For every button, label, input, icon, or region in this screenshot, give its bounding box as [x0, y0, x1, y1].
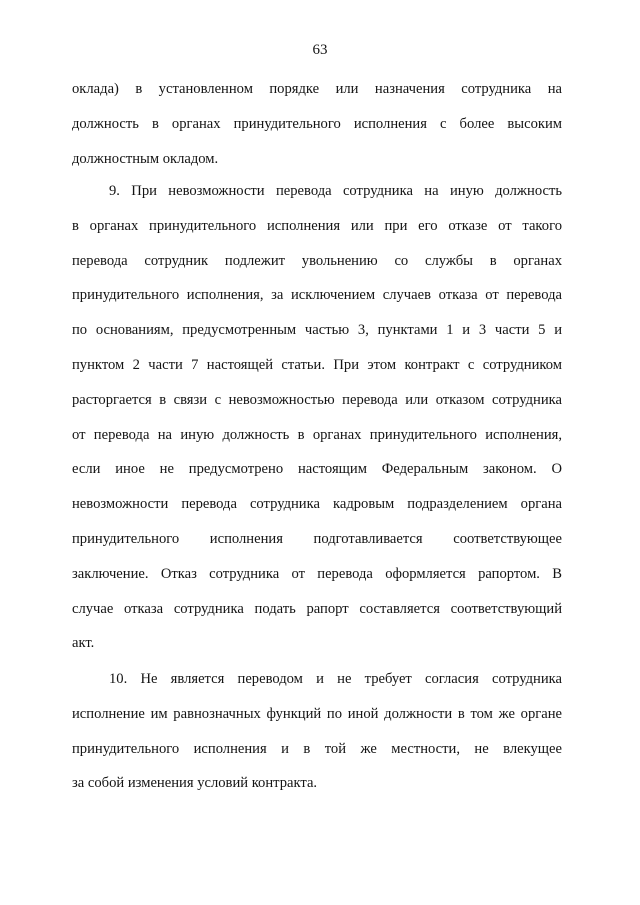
text-line: невозможности перевода сотрудника кадровым подразделением органа — [72, 496, 562, 513]
text-line: перевода сотрудник подлежит увольнению со службы в органах — [72, 252, 562, 269]
text-line: 10. Не является переводом и не требует согласия сотрудника — [109, 671, 562, 687]
text-line: в органах принудительного исполнения или при его отказе от такого — [72, 217, 562, 234]
text-line: принудительного исполнения и в той же местности, не влекущее — [72, 740, 562, 757]
text-line: исполнение им равнозначных функций по иной должности в том же органе — [72, 705, 562, 722]
text-line: расторгается в связи с невозможностью перевода или отказом сотрудника — [72, 391, 562, 408]
text-line: заключение. Отказ сотрудника от перевода оформляется рапортом. В — [72, 565, 562, 582]
text-line: принудительного исполнения подготавливается соответствующее — [72, 530, 562, 547]
paragraph-9 — [72, 174, 562, 661]
paragraph-continuation — [72, 72, 562, 176]
text-line: должность в органах принудительного исполнения с более высоким — [72, 115, 562, 132]
page-number: 63 — [312, 42, 328, 58]
text-line: за собой изменения условий контракта. — [72, 775, 318, 792]
text-line: акт. — [72, 635, 95, 652]
text-line: по основаниям, предусмотренным частью 3, пунктами 1 и 3 части 5 и — [72, 322, 562, 339]
text-line: пунктом 2 части 7 настоящей статьи. При этом контракт с сотрудником — [72, 356, 562, 373]
text-line: от перевода на иную должность в органах принудительного исполнения, — [72, 426, 562, 443]
text-line: случае отказа сотрудника подать рапорт составляется соответствующий — [72, 600, 562, 617]
text-line: если иное не предусмотрено настоящим Федеральным законом. О — [72, 461, 562, 478]
text-line: должностным окладом. — [72, 150, 219, 167]
text-line: оклада) в установленном порядке или назначения сотрудника на — [72, 81, 562, 97]
text-line: принудительного исполнения, за исключением случаев отказа от перевода — [72, 287, 562, 304]
text-line: 9. При невозможности перевода сотрудника на иную должность — [109, 183, 562, 199]
paragraph-10 — [72, 662, 562, 801]
